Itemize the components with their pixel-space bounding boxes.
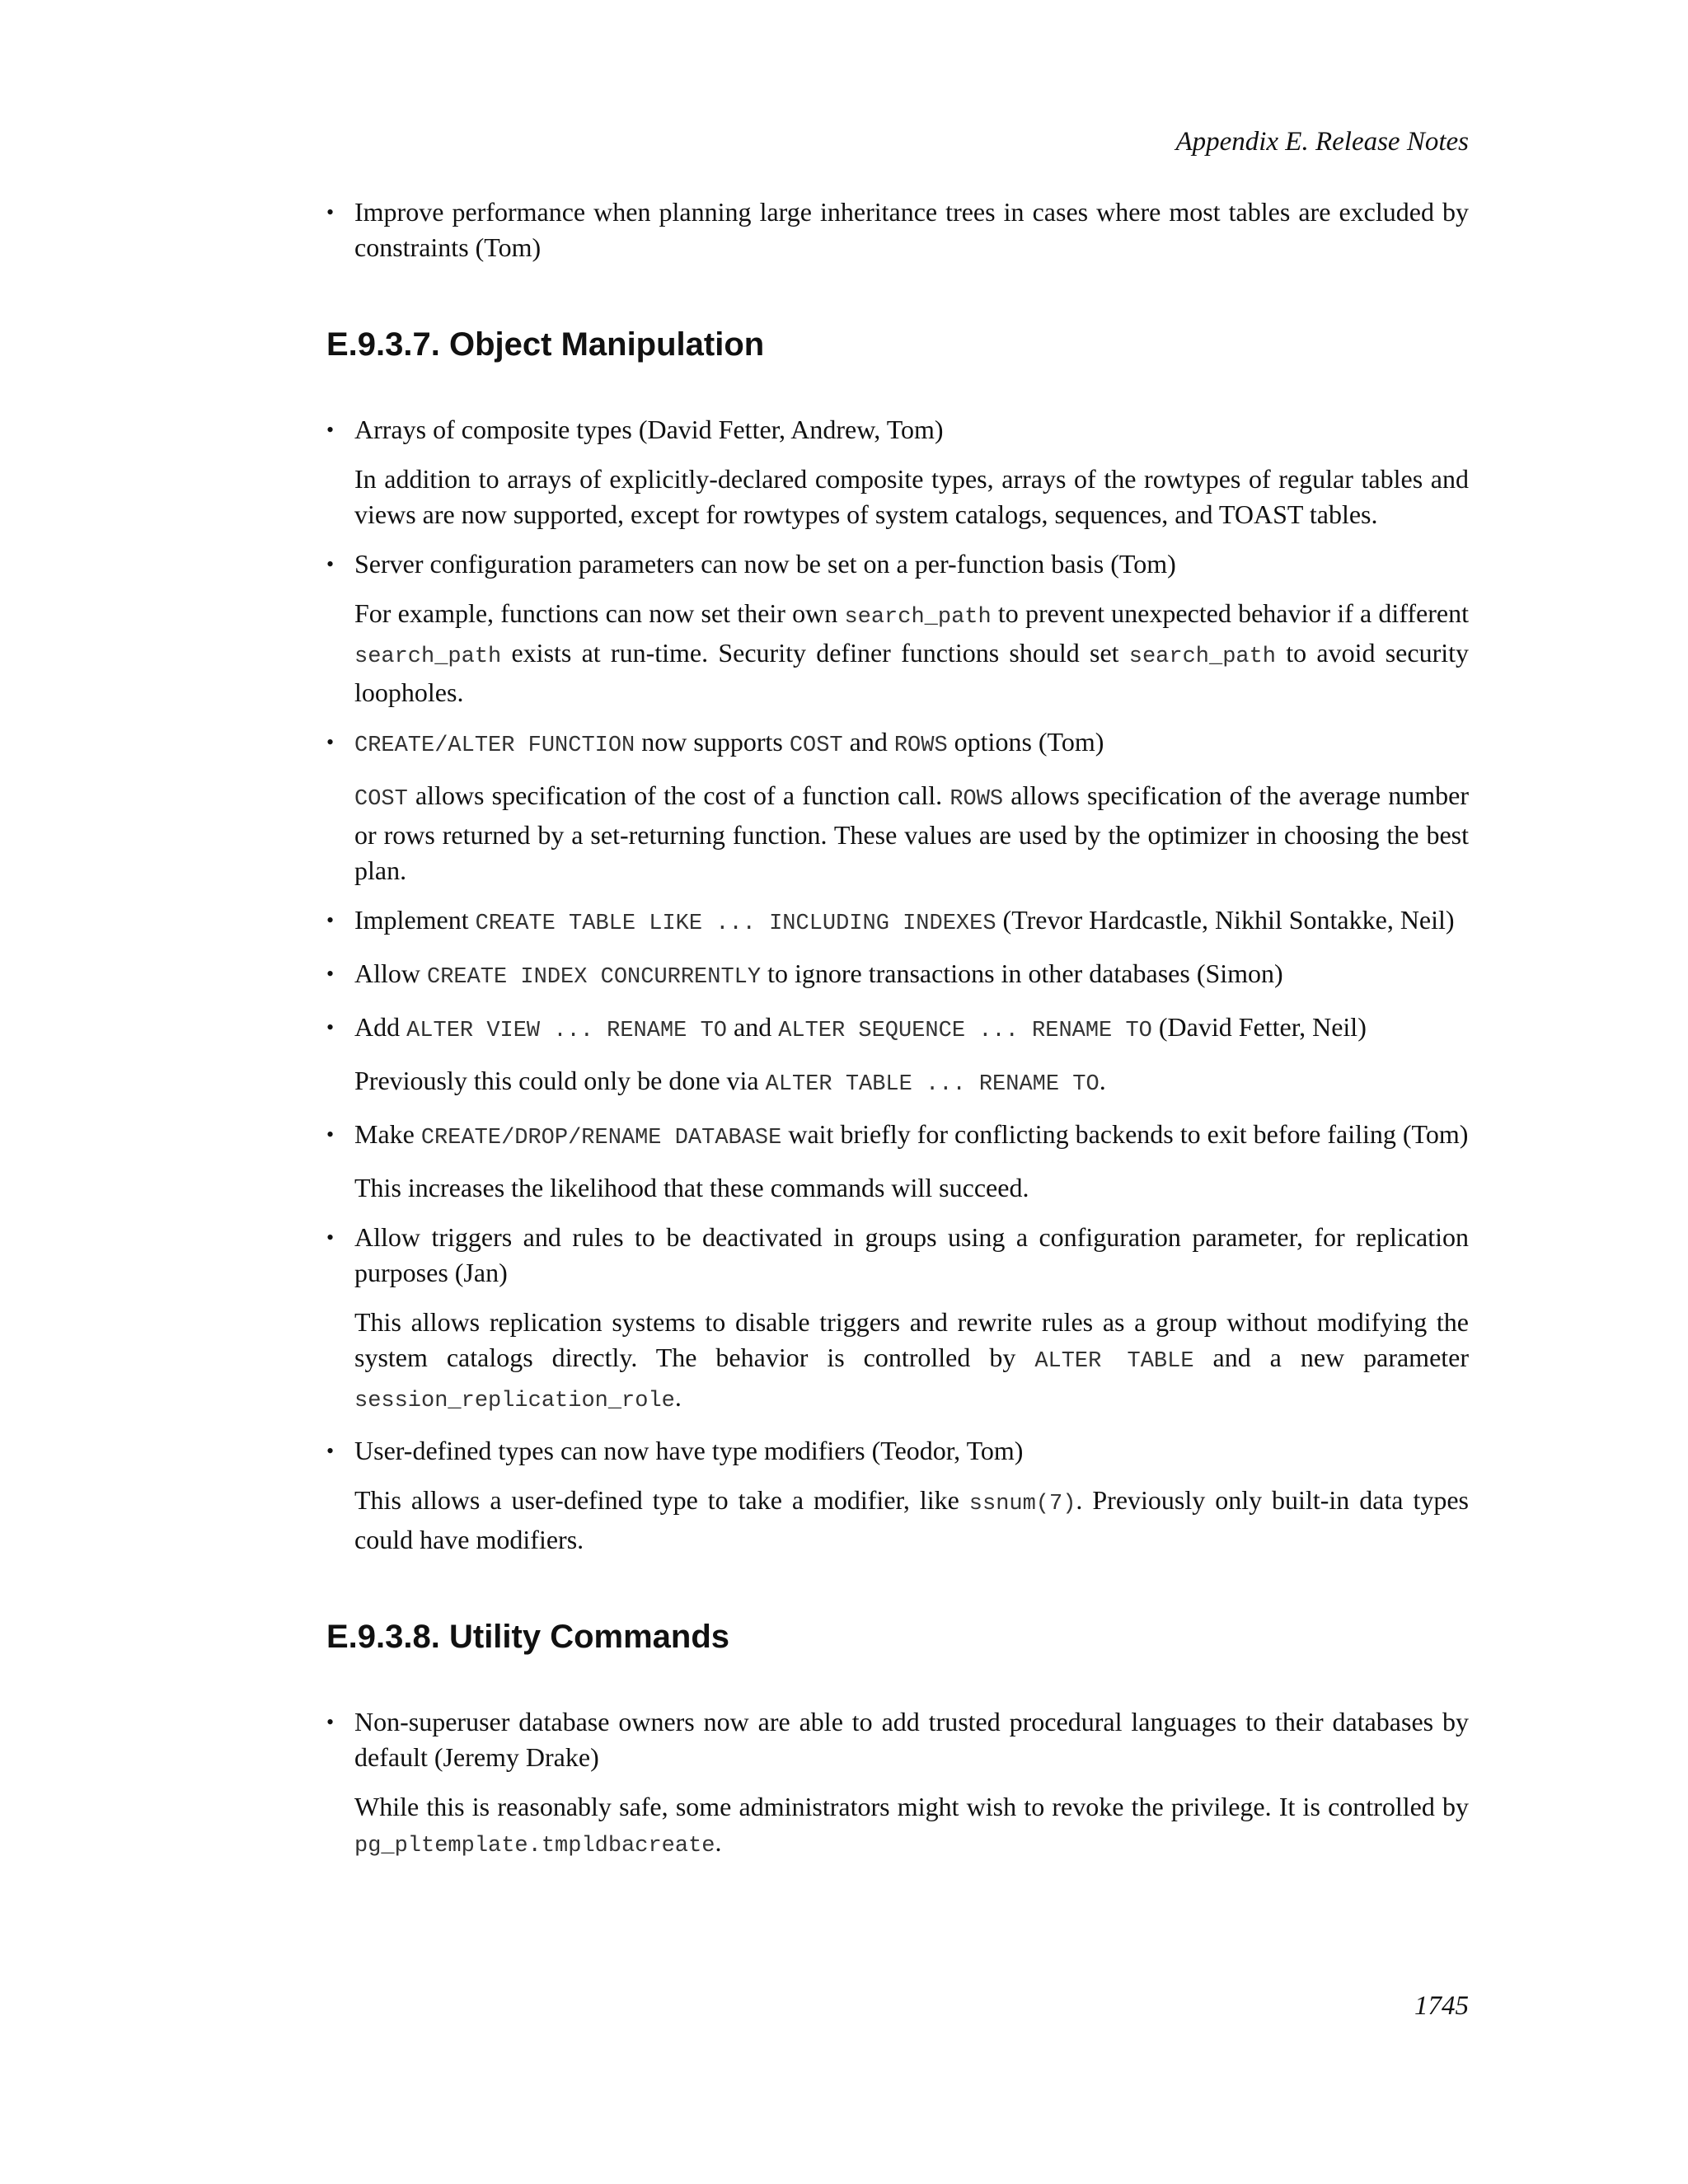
- item-lead: • Improve performance when planning large inheritance trees in cases where most tables are excluded by constraints (Tom): [354, 197, 1469, 262]
- item-lead: • CREATE/ALTER FUNCTION now supports COST and ROWS options (Tom): [354, 727, 1104, 758]
- item-lead: • Arrays of composite types (David Fetter, Andrew, Tom): [354, 415, 944, 444]
- list-item: [326, 956, 1469, 996]
- utility-commands-list: [326, 1704, 1469, 1864]
- item-description: COST allows specification of the cost of a function call. ROWS allows specification of the average number or rows returned by a set-returning function. These values are used by the optimizer in choosing the best plan.: [354, 780, 1470, 885]
- item-lead: • Non-superuser database owners now are able to add trusted procedural languages to their databases by default (Jeremy Drake): [354, 1707, 1469, 1772]
- list-item: [326, 1704, 1469, 1864]
- page-number: 1745: [1414, 1991, 1469, 2021]
- section-heading-object-manipulation: E.9.3.7. Object Manipulation: [326, 326, 765, 363]
- code-search-path: search_path: [844, 605, 992, 630]
- item-description: In addition to arrays of explicitly-declared composite types, arrays of the rowtypes of regular tables and views are now supported, except for rowtypes of system catalogs, sequences, and TOAST tables.: [354, 464, 1469, 529]
- list-item: [326, 902, 1469, 942]
- running-header: Appendix E. Release Notes: [1175, 127, 1469, 157]
- item-lead: • Make CREATE/DROP/RENAME DATABASE wait briefly for conflicting backends to exit before failing (Tom): [354, 1119, 1469, 1151]
- item-lead: • Allow CREATE INDEX CONCURRENTLY to ignore transactions in other databases (Simon): [354, 958, 1283, 990]
- section-heading-utility-commands: E.9.3.8. Utility Commands: [326, 1619, 730, 1655]
- item-lead: • Add ALTER VIEW ... RENAME TO and ALTER SEQUENCE ... RENAME TO (David Fetter, Neil): [354, 1012, 1367, 1043]
- code-search-path: search_path: [1128, 644, 1277, 669]
- item-description: This allows a user-defined type to take a modifier, like ssnum(7). Previously only built-in data types could have modifiers.: [354, 1485, 1470, 1554]
- list-item: [326, 546, 1469, 710]
- document-page: [326, 124, 1469, 1878]
- item-lead: • Allow triggers and rules to be deactivated in groups using a configuration parameter, for replication purposes (Jan): [354, 1222, 1469, 1287]
- list-item: [326, 724, 1469, 888]
- item-description: For example, functions can now set their own search_path to prevent unexpected behavior if a different search_path exists at run-time. Security definer functions should set search_path to avoid security loopholes.: [354, 598, 1470, 707]
- object-manipulation-list: [326, 412, 1469, 1558]
- item-lead: • Implement CREATE TABLE LIKE ... INCLUDING INDEXES (Trevor Hardcastle, Nikhil Sontakke, Neil): [354, 905, 1455, 936]
- list-item: [326, 412, 1469, 532]
- item-description: This increases the likelihood that these commands will succeed.: [354, 1173, 1029, 1202]
- list-item: [326, 1220, 1469, 1419]
- list-item: [326, 194, 1469, 265]
- list-item: [326, 1010, 1469, 1103]
- item-lead: • User-defined types can now have type modifiers (Teodor, Tom): [354, 1436, 1024, 1465]
- item-description: This allows replication systems to disable triggers and rewrite rules as a group without modifying the system catalogs directly. The behavior is controlled by ALTER TABLE and a new parameter session_replication_role.: [354, 1307, 1470, 1413]
- item-description: Previously this could only be done via ALTER TABLE ... RENAME TO.: [354, 1066, 1106, 1097]
- item-description: While this is reasonably safe, some administrators might wish to revoke the privilege. It is controlled by pg_pltemplate.tmpldbacreate.: [354, 1792, 1469, 1858]
- intro-list: [326, 194, 1469, 265]
- list-item: [326, 1117, 1469, 1206]
- code-search-path: search_path: [354, 644, 502, 669]
- item-lead: • Server configuration parameters can now be set on a per-function basis (Tom): [354, 549, 1176, 579]
- list-item: [326, 1433, 1469, 1558]
